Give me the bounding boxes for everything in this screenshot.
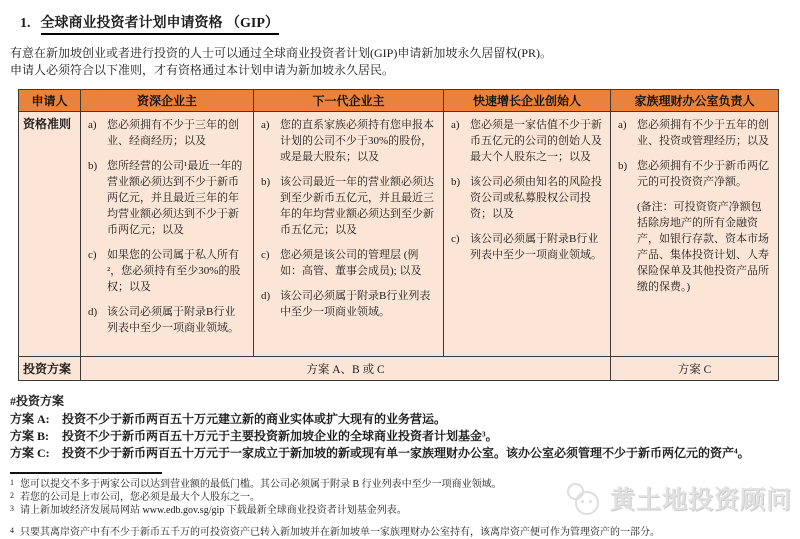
list-item-text: 您所经营的公司¹最近一年的营业额必须达到不少于新币两亿元，并且最近三年的年均营业额必须达到不少于新币两亿元；以及 [107, 160, 243, 236]
list-item: 申请人必须符合以下准则，才有资格通过本计划申请为新加坡永久居民。 [10, 63, 395, 77]
list-item-marker: b) [88, 160, 98, 172]
list-item [88, 247, 246, 295]
list-item-text: 该公司必须由知名的风险投资公司或私募股权公司投资；以及 [470, 176, 602, 220]
col-header-next-gen-owner: 下一代企业主 [254, 90, 444, 112]
list-item-marker: b) [451, 176, 461, 188]
plan-row-label: 投资方案 [19, 357, 81, 381]
list-item [10, 491, 800, 504]
list-item-text: 该公司必须属于附录B行业列表中至少一项商业领域。 [470, 233, 602, 261]
list-item-text: 该公司必须属于附录B行业列表中至少一项商业领域。 [280, 290, 431, 318]
list-item-marker: 4 [10, 526, 14, 535]
list-item [261, 288, 436, 320]
list-item-text: 您必须拥有不少于新币两亿元的可投资资产净额。 [637, 160, 769, 188]
list-item [88, 117, 246, 149]
list-item-marker: 方案 C: [10, 446, 50, 460]
list-item [451, 231, 603, 263]
list-item [451, 174, 603, 222]
list-item-text: 若您的公司是上市公司，您必须是最大个人股东之一。 [20, 492, 260, 503]
list-item-text: 请上新加坡经济发展局网站 www.edb.gov.sg/gip 下载最新全球商业投资者计划基金列表。 [20, 505, 407, 516]
document-page [0, 12, 800, 538]
plans-list [10, 411, 800, 462]
criteria-cell-established-owner [81, 112, 254, 357]
gip-criteria-table [18, 89, 779, 381]
list-item-marker: 1 [10, 478, 14, 487]
criteria-cell-fast-growth-founder [444, 112, 611, 357]
footnote-separator [10, 472, 162, 474]
plan-option-c-cell: 方案 C [611, 357, 779, 381]
list-item-text: 只要其离岸资产中有不少于新币五千万的可投资资产已转入新加坡并在新加坡单一家族理财办公室持有，该离岸资产便可作为管理资产的一部分。 [20, 527, 660, 538]
list-item-text: 如果您的公司属于私人所有²，您必须持有至少30%的股权；以及 [107, 249, 241, 293]
list-item-text: 投资不少于新币两百五十万元于一家成立于新加坡的新或现有单一家族理财办公室。该办公室必须管理不少于新币两亿元的资产⁴。 [62, 446, 750, 460]
list-item [10, 526, 800, 539]
page-title [20, 12, 800, 35]
list-item [10, 428, 800, 445]
list-item-text: 您可以提交不多于两家公司以达到营业额的最低门槛。其公司必须属于附录 B 行业列表中至少一项商业领域。 [20, 479, 502, 490]
list-item-text: 您的直系家族必须持有您申报本计划的公司不少于30%的股份，或是最大股东；以及 [280, 119, 434, 163]
list-item-marker: b) [618, 160, 628, 172]
list-item [261, 174, 436, 238]
col-header-established-owner: 资深企业主 [81, 90, 254, 112]
list-item [618, 199, 771, 295]
list-item-text: 投资不少于新币两百五十万元于主要投资新加坡企业的全球商业投资者计划基金³。 [62, 429, 498, 443]
list-item [10, 478, 800, 491]
list-item-marker: c) [451, 233, 460, 245]
list-item-marker [618, 199, 637, 295]
list-item [618, 158, 771, 190]
list-item-marker: a) [618, 119, 627, 131]
list-item-text: 该公司最近一年的营业额必须达到至少新币五亿元，并且最近三年的年均营业额必须达到至少新币五亿元；以及 [280, 176, 434, 236]
list-item-text: 您必须是该公司的管理层 (例如：高管、董事会成员); 以及 [280, 249, 422, 277]
list-item-text: 投资不少于新币两百五十万元建立新的商业实体或扩大现有的业务营运。 [62, 412, 447, 426]
list-item-marker: a) [451, 119, 460, 131]
list-item [10, 445, 800, 462]
list-item [261, 247, 436, 279]
intro-paragraphs [10, 45, 800, 79]
list-item-text: 您必须拥有不少于五年的创业、投资或管理经历；以及 [637, 119, 769, 147]
watermark-text: 黄土地投资顾问 [609, 487, 792, 514]
table-header-row [19, 90, 779, 112]
list-item [10, 504, 800, 517]
criteria-cell-family-office-principal [611, 112, 779, 357]
list-item-marker: c) [88, 249, 97, 261]
list-item-text: 该公司必须属于附录B行业列表中至少一项商业领域。 [107, 306, 239, 334]
list-item-marker: c) [261, 249, 270, 261]
list-item-marker: 2 [10, 491, 14, 500]
criteria-row-label: 资格准则 [19, 112, 81, 357]
investment-plans-section [10, 393, 800, 462]
list-item [10, 411, 800, 428]
list-item-marker: d) [88, 306, 98, 318]
list-item-text: (备注：可投资资产净额包括除房地产的所有金融资产，如银行存款、资本市场产品、集体投资计划、人寿保险保单及其他投资产品所缴的保费。) [637, 201, 769, 293]
list-item [88, 158, 246, 238]
list-item-marker: d) [261, 290, 271, 302]
list-item-text: 您必须是一家估值不少于新币五亿元的公司的创始人及最大个人股东之一；以及 [470, 119, 602, 163]
list-item-marker: 3 [10, 504, 14, 513]
list-item-text: 您必须拥有不少于三年的创业、经商经历；以及 [107, 119, 239, 147]
table-corner-header: 申请人 [19, 90, 81, 112]
page-title-text: 全球商业投资者计划申请资格 （GIP） [41, 12, 279, 35]
investment-plan-row [19, 357, 779, 381]
list-item-marker: 方案 A: [10, 412, 50, 426]
plan-option-abc-cell: 方案 A、B 或 C [81, 357, 611, 381]
page-title-number: 1. [20, 16, 31, 31]
list-item: 有意在新加坡创业或者进行投资的人士可以通过全球商业投资者计划(GIP)申请新加坡永久居留权(PR)。 [10, 46, 553, 60]
list-item [88, 304, 246, 336]
criteria-cell-next-gen-owner [254, 112, 444, 357]
plans-heading: #投资方案 [10, 394, 65, 408]
col-header-fast-growth-founder: 快速增长企业创始人 [444, 90, 611, 112]
list-item [451, 117, 603, 165]
list-item [618, 117, 771, 149]
list-item-marker: a) [88, 119, 97, 131]
list-item-marker: b) [261, 176, 271, 188]
col-header-family-office-principal: 家族理财办公室负责人 [611, 90, 779, 112]
list-item-marker: a) [261, 119, 270, 131]
criteria-row [19, 112, 779, 357]
list-item [261, 117, 436, 165]
footnotes [10, 478, 800, 539]
list-item-marker: 方案 B: [10, 429, 50, 443]
